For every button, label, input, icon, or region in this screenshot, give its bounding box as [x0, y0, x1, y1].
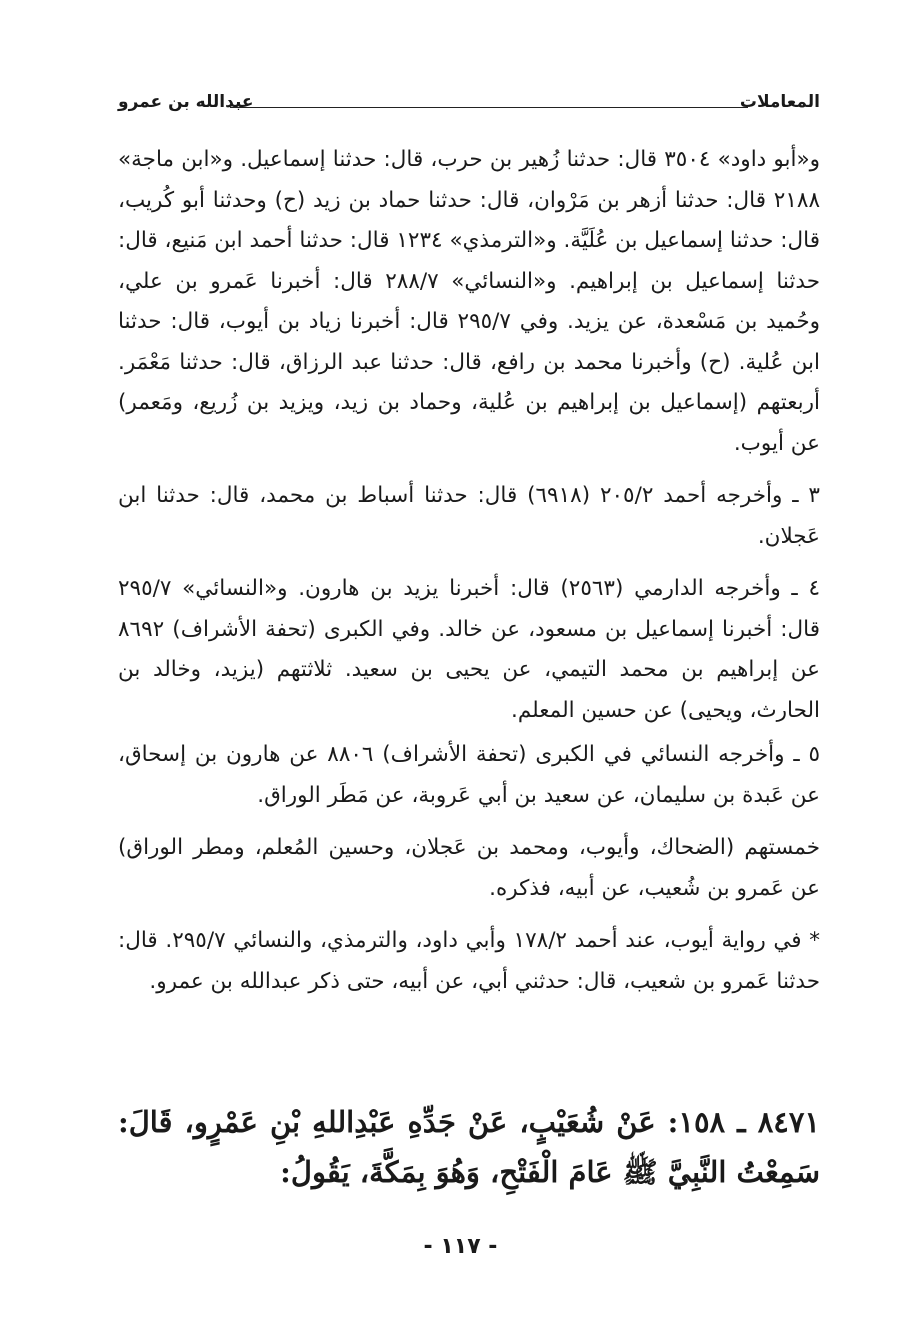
hadith-text: ٨٤٧١ ـ ١٥٨: عَنْ شُعَيْبٍ، عَنْ جَدِّهِ عَبْدِاللهِ بْنِ عَمْرٍو، قَالَ: سَمِعْتُ النَّبِيَّ ﷺ عَامَ الْفَتْحِ، وَهُوَ بِمَكَّةَ، يَقُولُ: [118, 1105, 820, 1189]
paragraph-note: * في رواية أيوب، عند أحمد ١٧٨/٢ وأبي داود، والترمذي، والنسائي ٢٩٥/٧. قال: حدثنا عَمرو بن شعيب، قال: حدثني أبي، عن أبيه، حتى ذكر عبدالله بن عمرو. [118, 928, 821, 994]
header-section-title: المعاملات [739, 92, 820, 112]
paragraph-item-3: ٣ ـ وأخرجه أحمد ٢٠٥/٢ (٦٩١٨) قال: حدثنا أسباط بن محمد، قال: حدثنا ابن عَجلان. [118, 483, 820, 549]
paragraph-item-4: ٤ ـ وأخرجه الدارمي (٢٥٦٣) قال: أخبرنا يزيد بن هارون. و«النسائي» ٢٩٥/٧ قال: أخبرنا إسماعيل بن مسعود، عن خالد. وفي الكبرى (تحفة الأشراف) ٨٦٩٢ عن إبراهيم بن محمد التيمي، عن يحيى بن سعيد. ثلاثتهم (يزيد، وخالد بن الحارث، ويحيى) عن حسين المعلم. [118, 576, 821, 723]
paragraph-sources: و«أبو داود» ٣٥٠٤ قال: حدثنا زُهير بن حرب، قال: حدثنا إسماعيل. و«ابن ماجة» ٢١٨٨ قال: حدثنا أزهر بن مَرْوان، قال: حدثنا حماد بن زيد (ح) وحدثنا أبو كُريب، قال: حدثنا إسماعيل بن عُلَيَّة. و«الترمذي» ١٢٣٤ قال: حدثنا أحمد ابن مَنيع، قال: حدثنا إسماعيل بن إبراهيم. و«النسائي» ٢٨٨/٧ قال: أخبرنا عَمرو بن علي، وحُميد بن مَسْعدة، عن يزيد. وفي ٢٩٥/٧ قال: أخبرنا زياد بن أيوب، قال: حدثنا ابن عُلية. (ح) وأخبرنا محمد بن رافع، قال: حدثنا عبد الرزاق، قال: حدثنا مَعْمَر. أربعتهم (إسماعيل بن إبراهيم بن عُلية، وحماد بن زيد، ويزيد بن زُريع، ومَعمر) عن أيوب. [118, 147, 820, 456]
header-rule [230, 107, 748, 108]
page-number: - ١١٧ - [423, 1234, 498, 1259]
paragraph-item-5: ٥ ـ وأخرجه النسائي في الكبرى (تحفة الأشراف) ٨٨٠٦ عن هارون بن إسحاق، عن عَبدة بن سليمان، عن سعيد بن أبي عَروبة، عن مَطَر الوراق. [118, 742, 820, 808]
paragraph-summary: خمستهم (الضحاك، وأيوب، ومحمد بن عَجلان، وحسين المُعلم، ومطر الوراق) عن عَمرو بن شُعيب، عن أبيه، فذكره. [118, 835, 820, 901]
header-subject-title: عبدالله بن عمرو [118, 92, 254, 112]
running-header [118, 92, 820, 122]
commentary-text [118, 140, 820, 1002]
